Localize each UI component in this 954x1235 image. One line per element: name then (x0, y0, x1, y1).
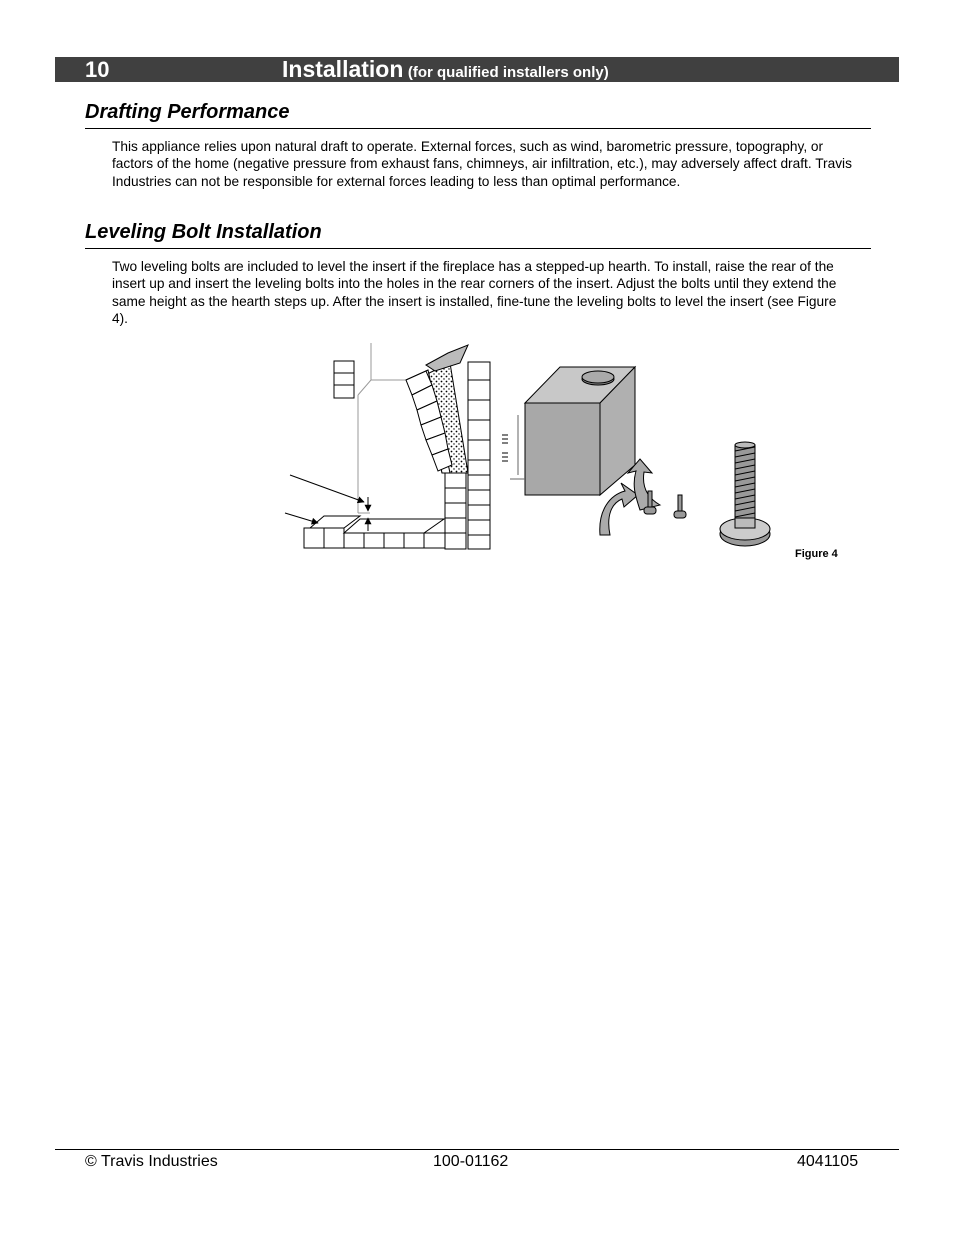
fireplace-rear-wall (468, 362, 490, 549)
damper (426, 345, 468, 371)
footer-copyright: © Travis Industries (85, 1153, 218, 1170)
footer-date-code: 4041105 (797, 1153, 859, 1170)
firebox-back (445, 473, 466, 549)
fireplace-section-view (285, 343, 490, 549)
page-title-main: Installation (282, 56, 404, 82)
section-heading-drafting: Drafting Performance (85, 101, 290, 123)
figure-caption: Figure 4 (795, 548, 838, 560)
page-title-subtitle: (for qualified installers only) (407, 64, 609, 81)
insert-perspective-view (502, 367, 770, 546)
header-bar (55, 57, 899, 82)
page-number: 10 (85, 57, 110, 82)
section-body-leveling: Two leveling bolts are included to level the insert if the fireplace has a stepped-up hearth. To install, raise the rear of the insert up and insert the leveling bolts into the holes in the rear corners of the insert. Adjust the bolts until they extend the same height as the hearth steps up. After the insert is installed, fine-tune the leveling bolts to level the insert (see Figure 4). (112, 259, 837, 326)
section-divider (85, 128, 871, 129)
footer-part-number: 100-01162 (433, 1153, 509, 1170)
section-body-drafting: This appliance relies upon natural draft to operate. External forces, such as wind, barometric pressure, topography, or factors of the home (negative pressure from exhaust fans, chimneys, air infiltration, etc.), may adversely affect draft. Travis Industries can not be responsible for external forces leading to less than optimal performance. (112, 139, 852, 189)
page-title (282, 57, 609, 85)
figure-4-illustration (280, 335, 880, 570)
section-divider (85, 248, 871, 249)
lift-arrow (628, 459, 660, 510)
leveling-bolt-detail (720, 442, 770, 546)
small-bolt (674, 495, 686, 518)
insert-front (525, 403, 600, 495)
mantel-brick (334, 361, 354, 398)
hearth-floor (304, 516, 445, 548)
footer-divider (55, 1149, 899, 1150)
section-heading-leveling: Leveling Bolt Installation (85, 221, 322, 243)
